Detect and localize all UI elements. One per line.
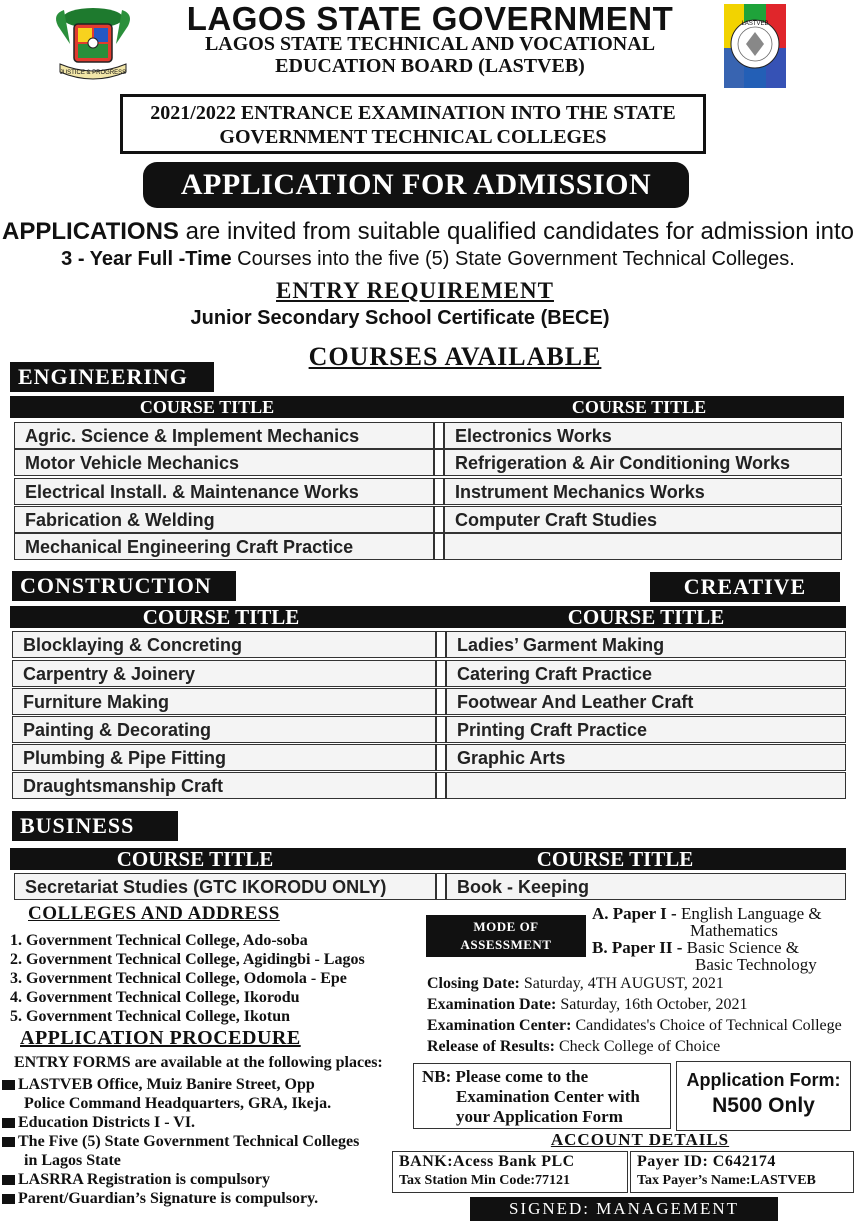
construction-divider	[436, 716, 446, 743]
construction-table-header	[10, 606, 846, 628]
exam-center-label: Examination Center:	[427, 1017, 572, 1034]
procedure-item: Parent/Guardian’s Signature is compulsory.	[2, 1189, 359, 1208]
engineering-table-header	[10, 396, 844, 418]
construction-course-left: Blocklaying & Concreting	[12, 631, 436, 658]
procedure-item: The Five (5) State Government Technical Colleges	[2, 1132, 359, 1151]
procedure-item: LASRRA Registration is compulsory	[2, 1170, 359, 1189]
nb-notice-box	[413, 1063, 671, 1129]
construction-course-left: Plumbing & Pipe Fitting	[12, 744, 436, 771]
business-col-left: COURSE TITLE	[116, 847, 274, 871]
intro-lead2: 3 - Year Full -Time	[61, 248, 232, 270]
paper-two-subject: Basic Science &	[682, 938, 799, 957]
business-course-left: Secretariat Studies (GTC IKORODU ONLY)	[14, 873, 436, 900]
construction-course-right: Graphic Arts	[446, 744, 846, 771]
construction-course-right: Ladies’ Garment Making	[446, 631, 846, 658]
svg-text:JUSTICE & PROGRESS: JUSTICE & PROGRESS	[59, 70, 127, 76]
construction-divider	[436, 631, 446, 658]
payer-id: Payer ID: C642174	[637, 1153, 776, 1170]
form-label: Application Form:	[686, 1070, 841, 1090]
release-results	[427, 1036, 842, 1057]
procedure-item: Education Districts I - VI.	[2, 1113, 359, 1132]
college-item: 4. Government Technical College, Ikorodu	[10, 989, 300, 1006]
exam-date	[427, 994, 842, 1015]
mode-line2: ASSESSMENT	[460, 937, 552, 952]
account-details-heading: ACCOUNT DETAILS	[550, 1130, 730, 1149]
paper-two-label: B. Paper II -	[592, 938, 683, 957]
entry-requirement-value: Junior Secondary School Certificate (BECE)	[190, 307, 610, 329]
creative-label: CREATIVE	[650, 572, 840, 602]
application-form-price-box	[676, 1061, 851, 1131]
application-banner: APPLICATION FOR ADMISSION	[143, 162, 689, 208]
paper-one-cont: Mathematics	[690, 921, 778, 940]
mode-of-assessment-box	[426, 915, 586, 957]
paper-one-subject: English Language &	[676, 904, 822, 923]
exam-title-line2: GOVERNMENT TECHNICAL COLLEGES	[219, 126, 607, 148]
lagos-crest-logo	[50, 4, 136, 86]
intro-line1	[0, 218, 856, 246]
payer-box	[630, 1151, 854, 1193]
construction-col-left: COURSE TITLE	[142, 605, 300, 629]
courses-available-heading: COURSES AVAILABLE	[308, 342, 602, 371]
procedure-heading: APPLICATION PROCEDURE	[20, 1027, 301, 1049]
form-price: N500 Only	[712, 1094, 815, 1117]
construction-course-right	[446, 772, 846, 799]
closing-date-value: Saturday, 4TH AUGUST, 2021	[519, 975, 724, 992]
government-title: LAGOS STATE GOVERNMENT	[186, 0, 674, 37]
business-divider	[436, 873, 446, 900]
nb-line1: NB: Please come to the	[422, 1067, 589, 1086]
bank-name: BANK:Acess Bank PLC	[399, 1153, 575, 1170]
construction-divider	[436, 744, 446, 771]
procedure-intro: ENTRY FORMS are available at the following places:	[14, 1054, 383, 1071]
engineering-course-left: Mechanical Engineering Craft Practice	[14, 533, 434, 560]
engineering-course-right	[444, 533, 842, 560]
college-item: 2. Government Technical College, Agidingbi - Lagos	[10, 951, 365, 968]
lastveb-logo	[724, 4, 786, 88]
closing-date	[427, 973, 842, 994]
procedure-item-cont: in Lagos State	[24, 1152, 121, 1169]
construction-label: CONSTRUCTION	[12, 571, 236, 601]
engineering-divider	[434, 449, 444, 476]
tax-station-code: Tax Station Min Code:77121	[399, 1173, 571, 1188]
engineering-course-right: Refrigeration & Air Conditioning Works	[444, 449, 842, 476]
dates-block	[427, 973, 842, 1057]
business-course-right: Book - Keeping	[446, 873, 846, 900]
engineering-course-left: Fabrication & Welding	[14, 506, 434, 533]
engineering-label: ENGINEERING	[10, 362, 214, 392]
intro-line2	[0, 248, 856, 271]
intro-lead: APPLICATIONS	[2, 218, 179, 245]
exam-title-box	[120, 94, 706, 154]
construction-course-right: Footwear And Leather Craft	[446, 688, 846, 715]
procedure-item: LASTVEB Office, Muiz Banire Street, Opp	[2, 1075, 359, 1094]
svg-text:LASTVEB: LASTVEB	[741, 21, 769, 27]
board-name-line1: LAGOS STATE TECHNICAL AND VOCATIONAL	[204, 33, 656, 55]
release-results-label: Release of Results:	[427, 1038, 555, 1055]
procedure-item-cont: Police Command Headquarters, GRA, Ikeja.	[24, 1095, 332, 1112]
construction-col-right: COURSE TITLE	[567, 605, 725, 629]
college-item: 3. Government Technical College, Odomola - Epe	[10, 970, 347, 987]
engineering-course-right: Electronics Works	[444, 422, 842, 449]
board-name-line2: EDUCATION BOARD (LASTVEB)	[275, 55, 585, 77]
engineering-course-right: Instrument Mechanics Works	[444, 478, 842, 505]
exam-center	[427, 1015, 842, 1036]
construction-course-left: Carpentry & Joinery	[12, 660, 436, 687]
intro-line1-text: are invited from suitable qualified candidates for admission into	[178, 218, 854, 245]
construction-divider	[436, 660, 446, 687]
tax-payer-name: Tax Payer’s Name:LASTVEB	[637, 1173, 816, 1188]
exam-center-value: Candidates's Choice of Technical College	[571, 1017, 842, 1034]
mode-line1: MODE OF	[473, 919, 539, 934]
engineering-col-right: COURSE TITLE	[571, 397, 707, 417]
engineering-divider	[434, 478, 444, 505]
nb-line2: Examination Center with	[456, 1087, 640, 1106]
exam-title-line1: 2021/2022 ENTRANCE EXAMINATION INTO THE STATE	[150, 102, 676, 124]
engineering-course-left: Motor Vehicle Mechanics	[14, 449, 434, 476]
business-table-header	[10, 848, 846, 870]
business-col-right: COURSE TITLE	[536, 847, 694, 871]
construction-divider	[436, 772, 446, 799]
intro-line2-text: Courses into the five (5) State Government Technical Colleges.	[231, 248, 795, 270]
engineering-course-left: Agric. Science & Implement Mechanics	[14, 422, 434, 449]
construction-course-right: Catering Craft Practice	[446, 660, 846, 687]
construction-divider	[436, 688, 446, 715]
colleges-list	[10, 931, 365, 1026]
bank-box	[392, 1151, 628, 1193]
business-label: BUSINESS	[12, 811, 178, 841]
colleges-heading: COLLEGES AND ADDRESS	[28, 903, 280, 924]
paper-one-label: A. Paper I -	[592, 904, 677, 923]
construction-course-left: Draughtsmanship Craft	[12, 772, 436, 799]
construction-course-right: Printing Craft Practice	[446, 716, 846, 743]
engineering-divider	[434, 506, 444, 533]
release-results-value: Check College of Choice	[554, 1038, 721, 1055]
college-item: 5. Government Technical College, Ikotun	[10, 1008, 291, 1025]
signed-management: SIGNED: MANAGEMENT	[470, 1197, 778, 1221]
procedure-list	[2, 1075, 359, 1208]
exam-date-label: Examination Date:	[427, 996, 557, 1013]
college-item: 1. Government Technical College, Ado-soba	[10, 932, 308, 949]
engineering-course-left: Electrical Install. & Maintenance Works	[14, 478, 434, 505]
construction-course-left: Furniture Making	[12, 688, 436, 715]
engineering-divider	[434, 422, 444, 449]
construction-course-left: Painting & Decorating	[12, 716, 436, 743]
engineering-course-right: Computer Craft Studies	[444, 506, 842, 533]
closing-date-label: Closing Date:	[427, 975, 520, 992]
exam-date-value: Saturday, 16th October, 2021	[556, 996, 748, 1013]
entry-requirement-heading: ENTRY REQUIREMENT	[276, 278, 554, 303]
engineering-divider	[434, 533, 444, 560]
engineering-col-left: COURSE TITLE	[139, 397, 275, 417]
paper-two-cont: Basic Technology	[695, 955, 817, 974]
nb-line3: your Application Form	[456, 1107, 623, 1126]
